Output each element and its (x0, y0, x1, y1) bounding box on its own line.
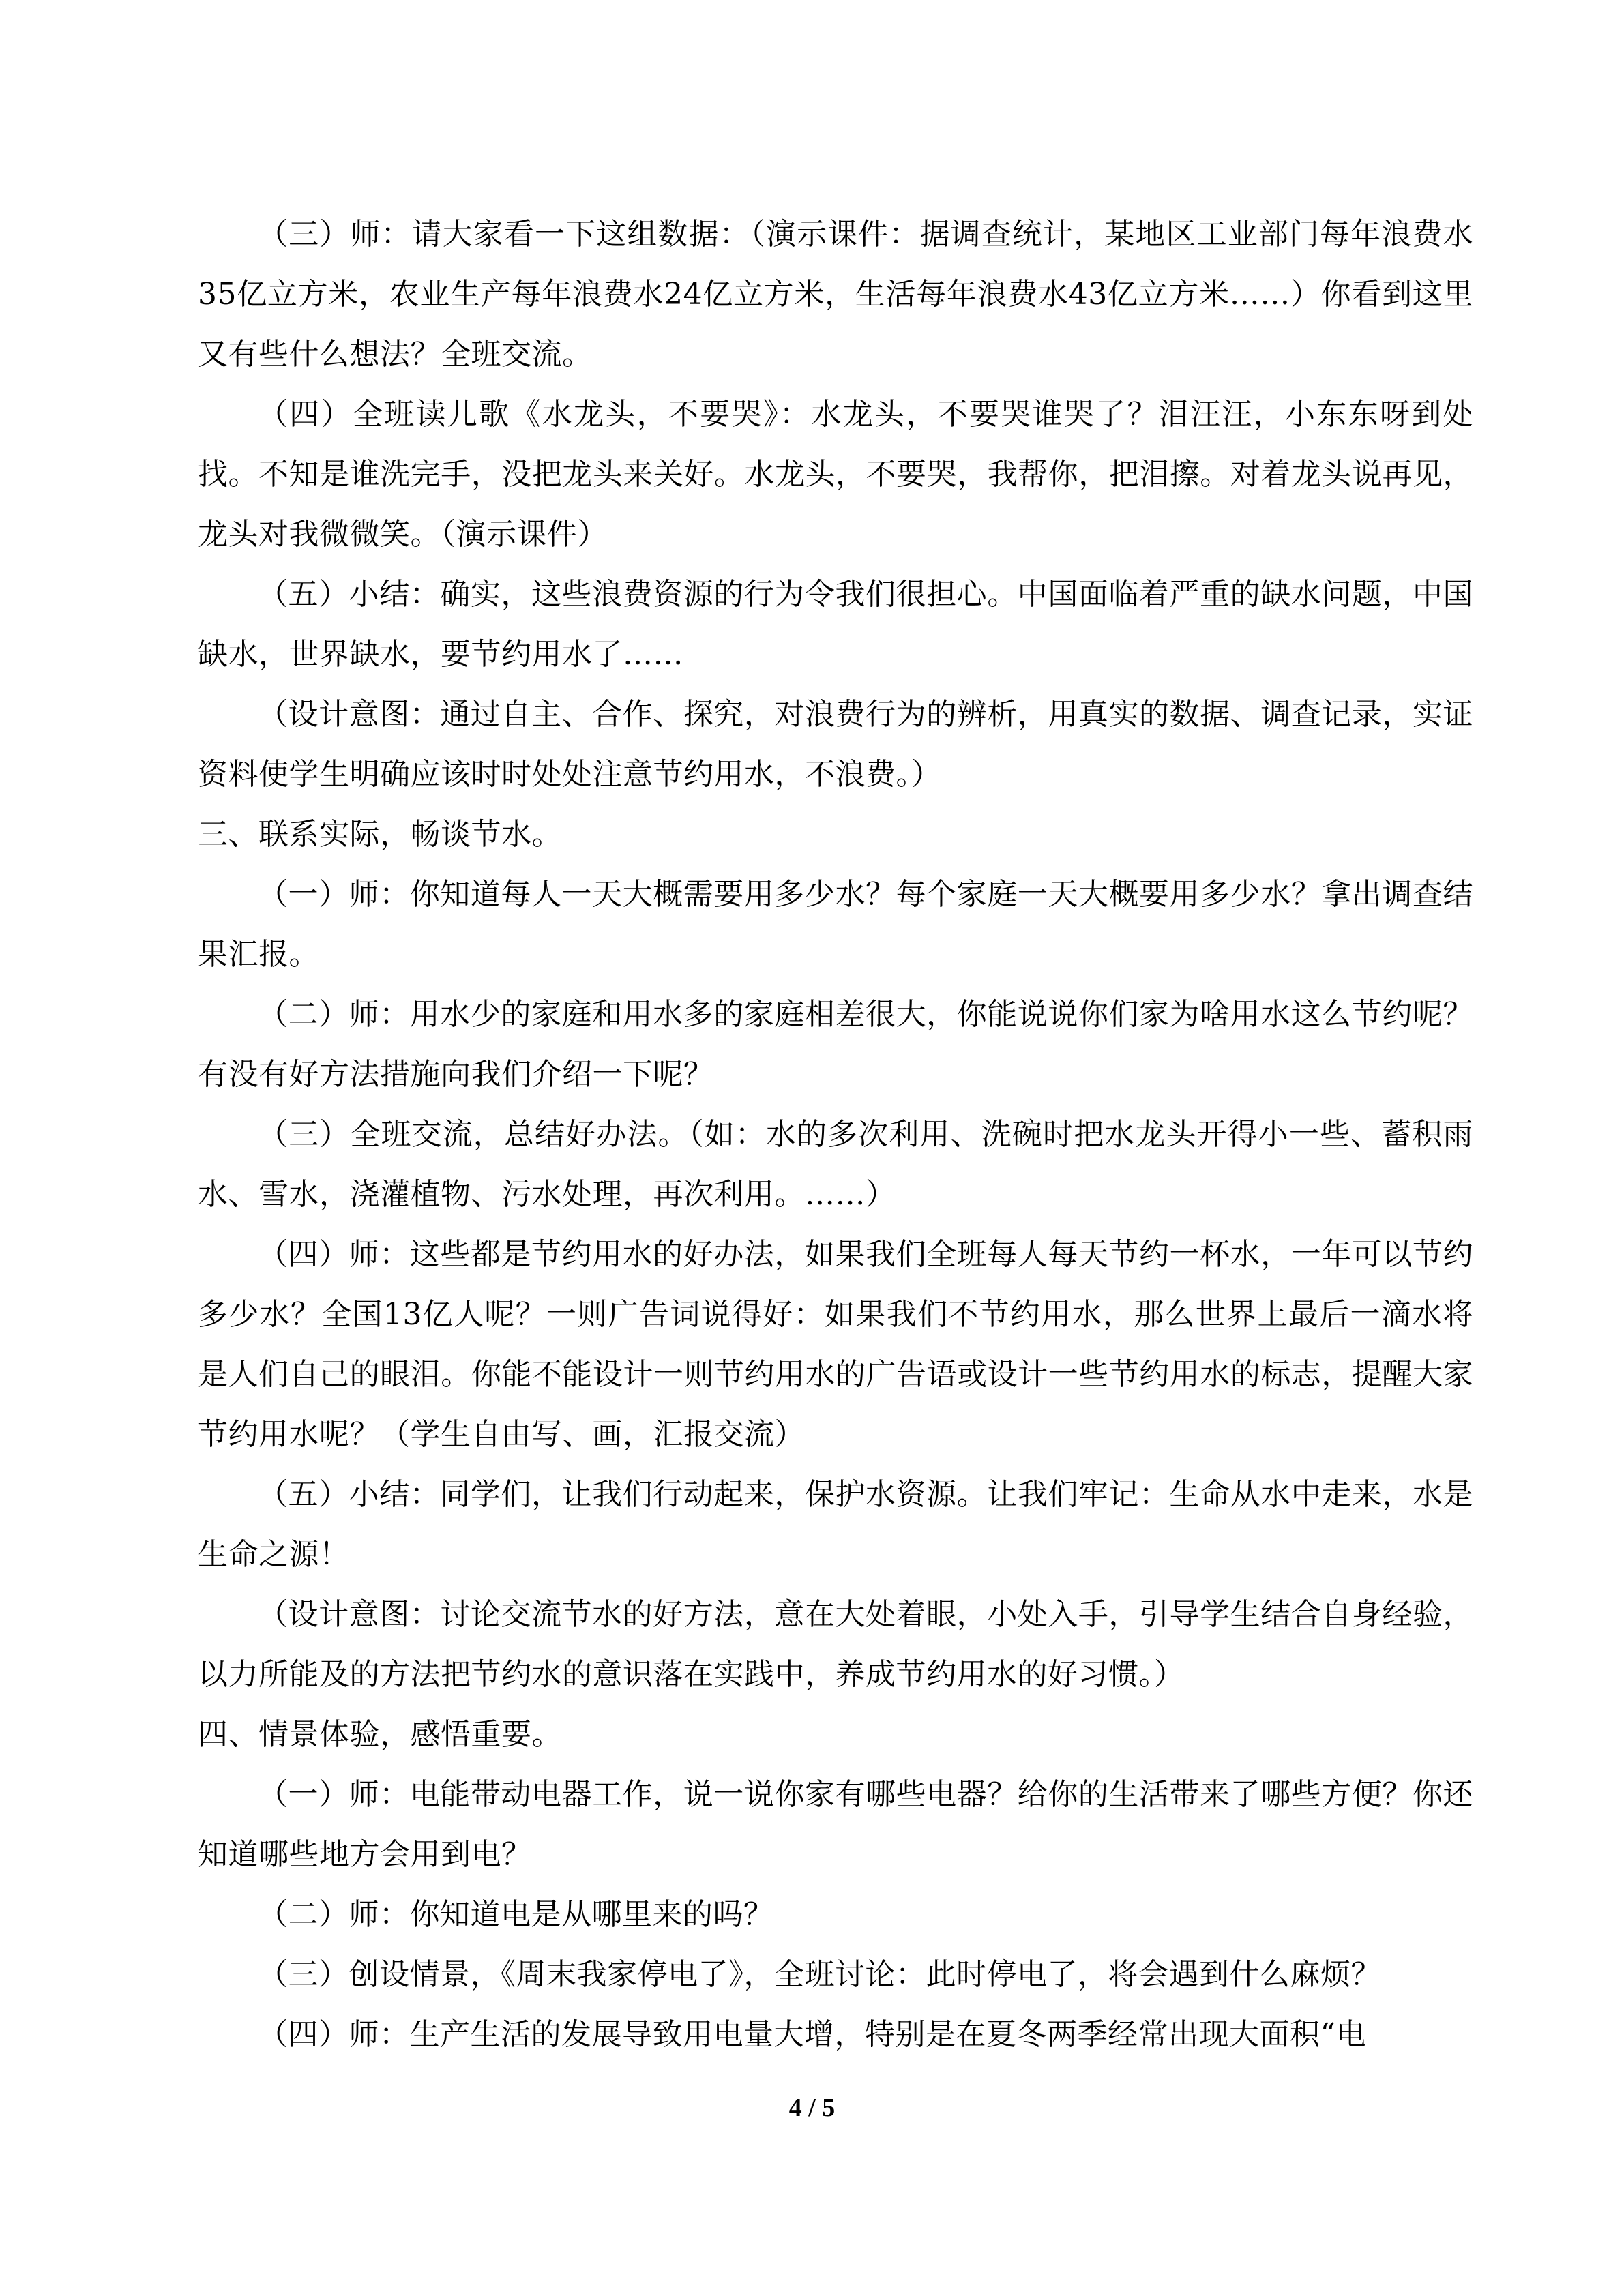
paragraph-design-intent-1: （设计意图：通过自主、合作、探究，对浪费行为的辨析，用真实的数据、调查记录，实证资料使学生明确应该时时处处注意节约用水，不浪费。） (198, 697, 1473, 792)
paragraph-design-intent-2: （设计意图：讨论交流节水的好方法，意在大处着眼，小处入手，引导学生结合自身经验，以力所能及的方法把节约水的意识落在实践中，养成节约用水的好习惯。） (198, 1597, 1473, 1692)
paragraph-summary-water-shortage: （五）小结：确实，这些浪费资源的行为令我们很担心。中国面临着严重的缺水问题，中国缺水，世界缺水，要节约用水了…… (198, 577, 1473, 672)
paragraph-data-waste: （三）师：请大家看一下这组数据：（演示课件：据调查统计，某地区工业部门每年浪费水35亿立方米，农业生产每年浪费水24亿立方米，生活每年浪费水43亿立方米……）你看到这里又有些什么想法？全班交流。 (198, 217, 1473, 372)
paragraph-save-water-slogan: （四）师：这些都是节约用水的好办法，如果我们全班每人每天节约一杯水，一年可以节约多少水？全国13亿人呢？一则广告词说得好：如果我们不节约用水，那么世界上最后一滴水将是人们自己的眼泪。你能不能设计一则节约用水的广告语或设计一些节约用水的标志，提醒大家节约用水呢？（学生自由写、画，汇报交流） (198, 1237, 1473, 1452)
paragraph-summary-protect-water: （五）小结：同学们，让我们行动起来，保护水资源。让我们牢记：生命从水中走来，水是生命之源！ (198, 1477, 1473, 1572)
paragraph-power-outage-scenario: （三）创设情景，《周末我家停电了》，全班讨论：此时停电了，将会遇到什么麻烦？ (258, 1957, 1381, 1992)
paragraph-family-comparison: （二）师：用水少的家庭和用水多的家庭相差很大，你能说说你们家为啥用水这么节约呢？有没有好方法措施向我们介绍一下呢？ (198, 997, 1473, 1092)
section-heading-4: 四、情景体验，感悟重要。 (198, 1717, 562, 1752)
paragraph-nursery-rhyme: （四）全班读儿歌《水龙头，不要哭》：水龙头，不要哭谁哭了？泪汪汪，小东东呀到处找。不知是谁洗完手，没把龙头来关好。水龙头，不要哭，我帮你，把泪擦。对着龙头说再见，龙头对我微微笑。（演示课件） (198, 397, 1473, 552)
section-heading-3: 三、联系实际，畅谈节水。 (198, 817, 562, 852)
paragraph-daily-water-use: （一）师：你知道每人一天大概需要用多少水？每个家庭一天大概要用多少水？拿出调查结果汇报。 (198, 877, 1473, 972)
paragraph-electricity-source: （二）师：你知道电是从哪里来的吗？ (258, 1897, 774, 1932)
paragraph-power-demand: （四）师：生产生活的发展导致用电量大增，特别是在夏冬两季经常出现大面积“电 (258, 2017, 1366, 2052)
paragraph-electric-appliances: （一）师：电能带动电器工作，说一说你家有哪些电器？给你的生活带来了哪些方便？你还知道哪些地方会用到电？ (198, 1777, 1473, 1872)
paragraph-class-exchange: （三）全班交流，总结好办法。（如：水的多次利用、洗碗时把水龙头开得小一些、蓄积雨水、雪水，浇灌植物、污水处理，再次利用。……） (198, 1117, 1473, 1212)
document-body (198, 205, 1473, 2065)
page-number: 4 / 5 (788, 2093, 836, 2122)
